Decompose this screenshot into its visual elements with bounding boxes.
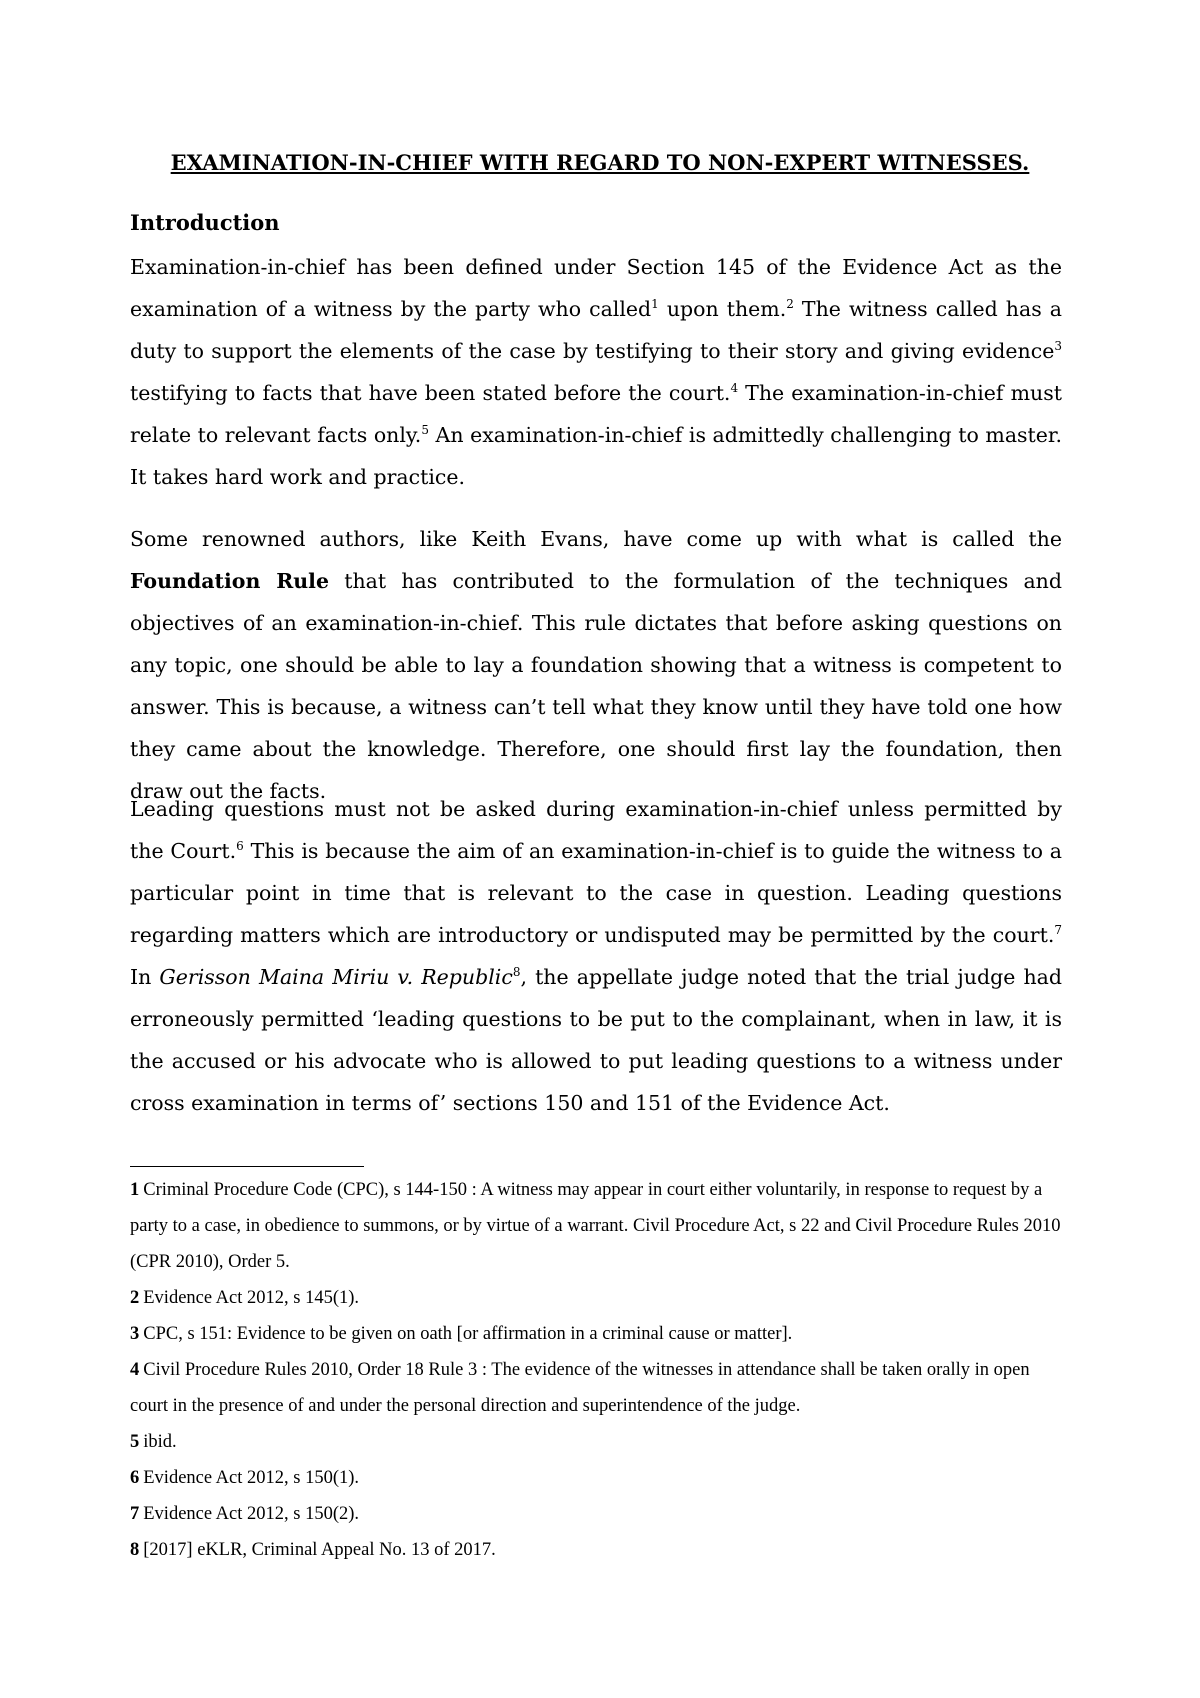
footnote-number: 4 — [130, 1360, 140, 1380]
footnote-8 — [130, 1532, 1062, 1568]
footnote-ref-7[interactable]: 7 — [1054, 923, 1062, 937]
paragraph-1-container — [130, 246, 1062, 498]
text-run: Some renowned authors, like Keith Evans, have come up with what is called the — [130, 527, 1062, 551]
footnote-separator — [130, 1166, 364, 1167]
text-run: Examination-in-chief has been defined under Section 145 of the Evidence Act as the examination of a witness by the party who called — [130, 255, 1062, 321]
text-run: Leading questions must not be asked during examination-in-chief unless permitted by the Court. — [130, 797, 1062, 863]
text-run: upon them. — [658, 297, 787, 321]
text-run: that has contributed to the formulation of the techniques and objectives of an examination-in-chief. This rule dictates that before asking questions on any topic, one should be able to lay a foundation showing that a witness is competent to answer. This is because, a witness can’t tell what they know until they have told one how they came about the knowledge. Therefore, one should first lay the foundation, then draw out the facts. — [130, 569, 1062, 803]
footnote-7 — [130, 1496, 1062, 1532]
footnote-ref-6[interactable]: 6 — [236, 839, 244, 853]
footnote-3 — [130, 1316, 1062, 1352]
document-title: EXAMINATION-IN-CHIEF WITH REGARD TO NON-EXPERT WITNESSES. — [170, 150, 1030, 175]
footnote-number: 6 — [130, 1468, 140, 1488]
footnote-text: Civil Procedure Rules 2010, Order 18 Rule 3 : The evidence of the witnesses in attendance shall be taken orally in open court in the presence of and under the personal direction and superintendence of the judge. — [130, 1360, 1030, 1416]
footnote-ref-4[interactable]: 4 — [730, 381, 739, 395]
footnote-number: 7 — [130, 1504, 140, 1524]
footnote-text: [2017] eKLR, Criminal Appeal No. 13 of 2017. — [143, 1540, 496, 1560]
paragraph-1 — [130, 246, 1062, 498]
footnote-text: Evidence Act 2012, s 150(1). — [143, 1468, 360, 1488]
footnote-2 — [130, 1280, 1062, 1316]
section-heading-introduction: Introduction — [130, 210, 280, 235]
text-run: , the appellate judge noted that the trial judge had erroneously permitted ‘leading questions to be put to the complainant, when in law, it is the accused or his advocate who is allowed to put leading questions to a witness under cross examination in terms of’ sections 150 and 151 of the Evidence Act. — [130, 965, 1062, 1115]
footnote-text: Criminal Procedure Code (CPC), s 144-150 : A witness may appear in court either voluntarily, in response to request by a party to a case, in obedience to summons, or by virtue of a warrant. Civil Procedure Act, s 22 and Civil Procedure Rules 2010 (CPR 2010), Order 5. — [130, 1180, 1061, 1272]
case-name: Gerisson Maina Miriu v. Republic — [159, 965, 513, 989]
text-run: In — [130, 965, 160, 989]
footnote-text: Evidence Act 2012, s 145(1). — [143, 1288, 360, 1308]
footnote-ref-3[interactable]: 3 — [1054, 339, 1062, 353]
footnote-number: 5 — [130, 1432, 140, 1452]
text-run: The witness called has a duty to support the elements of the case by testifying to their story and giving evidence — [130, 297, 1063, 363]
paragraph-2-container — [130, 518, 1062, 812]
foundation-rule-term: Foundation Rule — [130, 569, 329, 593]
footnote-ref-8[interactable]: 8 — [512, 965, 521, 979]
text-run: The examination-in-chief must relate to relevant facts only. — [130, 381, 1062, 447]
footnote-number: 3 — [130, 1324, 140, 1344]
footnote-text: CPC, s 151: Evidence to be given on oath [or affirmation in a criminal cause or matter]. — [143, 1324, 793, 1344]
footnote-ref-1[interactable]: 1 — [651, 297, 659, 311]
text-run: This is because the aim of an examination-in-chief is to guide the witness to a particular point in time that is relevant to the case in question. Leading questions regarding matters which are introductory or undisputed may be permitted by the court. — [130, 839, 1062, 947]
paragraph-3 — [130, 788, 1062, 1124]
footnote-number: 2 — [130, 1288, 140, 1308]
text-run: testifying to facts that have been stated before the court. — [130, 381, 731, 405]
footnote-5 — [130, 1424, 1062, 1460]
footnote-6 — [130, 1460, 1062, 1496]
footnote-4 — [130, 1352, 1062, 1424]
footnote-text: ibid. — [143, 1432, 177, 1452]
footnote-1 — [130, 1172, 1062, 1280]
paragraph-3-container — [130, 788, 1062, 1124]
footnotes — [130, 1172, 1062, 1568]
footnote-ref-2[interactable]: 2 — [786, 297, 794, 311]
footnote-ref-5[interactable]: 5 — [421, 423, 429, 437]
text-run: An examination-in-chief is admittedly challenging to master. It takes hard work and practice. — [130, 423, 1062, 489]
paragraph-2 — [130, 518, 1062, 812]
footnote-number: 8 — [130, 1540, 140, 1560]
footnote-text: Evidence Act 2012, s 150(2). — [143, 1504, 360, 1524]
footnote-number: 1 — [130, 1180, 140, 1200]
